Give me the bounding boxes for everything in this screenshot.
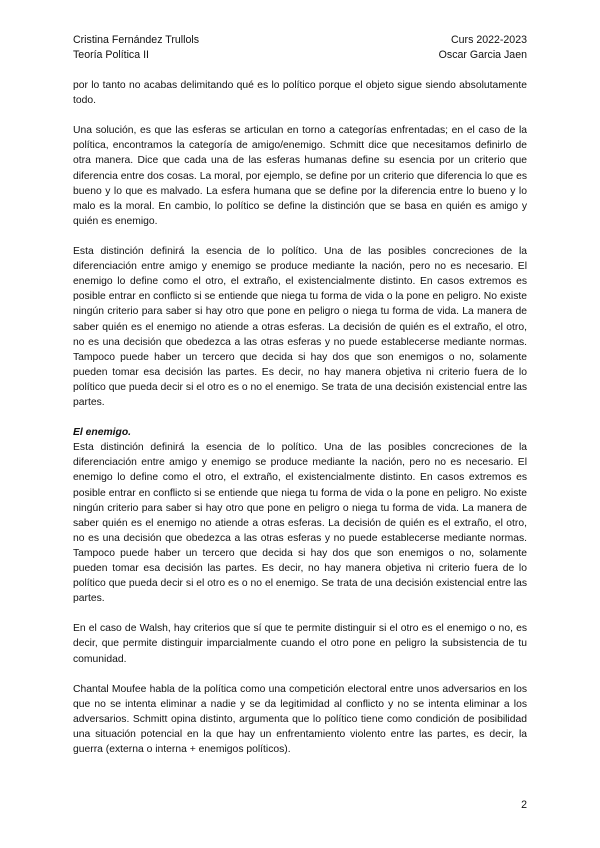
page-number: 2 bbox=[521, 799, 527, 811]
page-header bbox=[73, 33, 527, 63]
paragraph-5: En el caso de Walsh, hay criterios que sí que te permite distinguir si el otro es el enemigo o no, es decir, que permite distinguir imparcialmente cuando el otro pone en peligro la subsistencia de tu comunidad. bbox=[73, 623, 527, 665]
professor-name: Oscar Garcia Jaen bbox=[438, 49, 527, 61]
paragraph-4: Esta distinción definirá la esencia de lo político. Una de las posibles concreciones de la diferenciación entre amigo y enemigo se produce mediante la nación, pero no es necesario. El enemigo lo define como el otro, el extraño, el existencialmente distinto. En casos extremos es posible entrar en conflicto si se entiende que niega tu forma de vida o la pone en peligro. No existe ningún criterio para saber si hay otro que pone en peligro o niega tu forma de vida. La manera de saber quién es el enemigo no atiende a otras esferas. La decisión de quién es el extraño, el otro, no es una decisión que obedezca a las otras esferas y no puede establecerse mediante normas. Tampoco puede haber un tercero que decida si hay dos que son enemigos o no, solamente pueden tomar esa decisión las partes. Es decir, no hay manera objetiva ni criterio fuera de lo político que pueda decir si el otro es o no el enemigo. Se trata de una decisión existencial entre las partes. bbox=[73, 442, 527, 605]
subject-name: Teoría Política II bbox=[73, 49, 149, 61]
paragraph-1: por lo tanto no acabas delimitando qué es lo político porque el objeto sigue siendo absolutamente todo. bbox=[73, 80, 527, 107]
paragraph-2: Una solución, es que las esferas se articulan en torno a categorías enfrentadas; en el caso de la política, encontramos la categoría de amigo/enemigo. Schmitt dice que necesitamos definirlo de otra manera. Dice que cada una de las esferas humanas define su esencia por un criterio que diferencia entre dos cosas. La moral, por ejemplo, se define por un criterio que diferencia lo que es bueno y lo que es malvado. La esfera humana que se define por la diferencia entre lo bueno y lo malo es la moral. En cambio, lo político se define la distinción que se basa en quién es amigo y quién es enemigo. bbox=[73, 125, 527, 227]
section-heading: El enemigo. bbox=[73, 427, 132, 439]
paragraph-6: Chantal Moufee habla de la política como una competición electoral entre unos adversarios en los que no se intenta eliminar a nadie y se da legitimidad al conflicto y no se intenta eliminar a los adversarios. Schmitt opina distinto, argumenta que lo político tiene como condición de posibilidad una situación potencial en la que hay un enfrentamiento violento entre las partes, es decir, la guerra (externa o interna + enemigos políticos). bbox=[73, 683, 527, 756]
paragraph-3: Esta distinción definirá la esencia de lo político. Una de las posibles concreciones de la diferenciación entre amigo y enemigo se produce mediante la nación, pero no es necesario. El enemigo lo define como el otro, el extraño, el existencialmente distinto. En casos extremos es posible entrar en conflicto si se entiende que niega tu forma de vida o la pone en peligro. No existe ningún criterio para saber si hay otro que pone en peligro o niega tu forma de vida. La manera de saber quién es el enemigo no atiende a otras esferas. La decisión de quién es el extraño, el otro, no es una decisión que obedezca a las otras esferas y no puede establecerse mediante normas. Tampoco puede haber un tercero que decida si hay dos que son enemigos o no, solamente pueden tomar esa decisión las partes. Es decir, no hay manera objetiva ni criterio fuera de lo político que pueda decir si el otro es o no el enemigo. Se trata de una decisión existencial entre las partes. bbox=[73, 246, 527, 408]
course-year: Curs 2022-2023 bbox=[451, 34, 527, 46]
page-body bbox=[73, 78, 527, 757]
author-name: Cristina Fernández Trullols bbox=[73, 34, 199, 46]
